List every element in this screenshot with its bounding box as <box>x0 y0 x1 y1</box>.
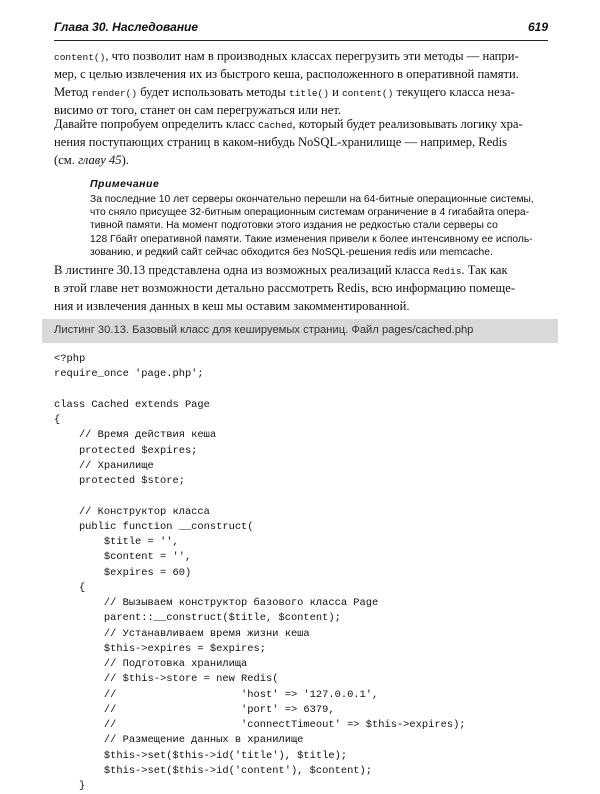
code-line: public function __construct( <box>54 520 254 533</box>
code-line: // Подготовка хранилища <box>54 658 248 670</box>
note-line: что сняло присущее 32-битным операционным системам ограничение в 4 гигабайта опера- <box>90 207 530 219</box>
paragraph-3 <box>54 262 548 315</box>
code-line: $title = '', <box>54 536 179 548</box>
paragraph-1 <box>54 48 548 119</box>
code-line <box>54 383 548 398</box>
text: и <box>328 84 342 99</box>
code-line: $content = '', <box>54 551 192 564</box>
paragraph-1-line-3 <box>54 84 548 102</box>
text: текущего класса неза- <box>393 84 515 99</box>
code-line: <?php <box>54 353 86 365</box>
code-line: $this->expires = $expires; <box>54 642 267 655</box>
paragraph-1-line-2: мер, с целью извлечения их из быстрого кеша, расположенного в оперативной памяти. <box>54 67 519 82</box>
text: , что позволит нам в производных классах перегрузить эти методы — напри- <box>105 49 519 63</box>
inline-code: content() <box>341 87 394 99</box>
code-line: // 'connectTimeout' => $this->expires); <box>54 719 466 731</box>
paragraph-1-line-4: висимо от того, станет он сам перегружаться или нет. <box>54 102 342 117</box>
code-line: $this->set($this->id('content'), $content); <box>54 764 373 777</box>
text: будет использовать методы <box>137 84 290 99</box>
text: В листинге 30.13 представлена одна из возможных реализаций класса <box>54 263 433 277</box>
paragraph-2-line-2: нения поступающих страниц в каком-нибудь NoSQL-хранилище — например, Redis <box>54 135 507 150</box>
code-line: protected $store; <box>54 475 185 487</box>
paragraph-3-line-3: ния и извлечения данных в кеш мы оставим закомментированной. <box>54 298 410 313</box>
inline-code: content() <box>54 52 106 63</box>
code-line: { <box>54 414 61 426</box>
inline-code: title() <box>289 87 329 99</box>
code-line: { <box>54 581 86 594</box>
note-line: зованию, и редкий сайт сейчас обходится без NoSQL-решения redis или memcache. <box>90 246 493 258</box>
text: (см. <box>54 152 79 167</box>
code-line: $expires = 60) <box>54 566 192 579</box>
code-line: // Вызываем конструктор базового класса Page <box>54 597 379 609</box>
code-line: } <box>54 780 86 792</box>
text: Метод <box>54 84 92 99</box>
note-line: 128 Гбайт оперативной памяти. Такие изменения привели к более интенсивному ее исполь- <box>90 233 533 245</box>
listing-caption: Листинг 30.13. Базовый класс для кешируемых страниц. Файл pages/cached.php <box>54 324 474 336</box>
paragraph-1-line-1 <box>54 48 548 66</box>
note-heading: Примечание <box>90 178 160 190</box>
code-line: // Устанавливаем время жизни кеша <box>54 627 310 640</box>
text: , который будет реализовывать логику хра- <box>292 117 523 131</box>
paragraph-2-line-3 <box>54 152 548 169</box>
code-line: // $this->store = new Redis( <box>54 673 279 686</box>
code-line: protected $expires; <box>54 444 198 457</box>
note-line: За последние 10 лет серверы окончательно перешли на 64-битные операционные системы, <box>90 194 534 205</box>
paragraph-3-line-1 <box>54 262 548 280</box>
code-line: require_once 'page.php'; <box>54 368 204 381</box>
chapter-reference: главу 45 <box>78 152 122 167</box>
inline-code: render() <box>91 87 138 99</box>
running-header <box>54 20 548 41</box>
note-body <box>90 193 548 259</box>
listing-caption-bar <box>42 319 558 343</box>
text: . Так как <box>461 263 508 277</box>
paragraph-2 <box>54 116 548 169</box>
code-line <box>54 489 548 504</box>
code-listing <box>54 352 548 794</box>
code-line: // 'port' => 6379, <box>54 703 335 716</box>
code-line: // Размещение данных в хранилище <box>54 734 304 747</box>
inline-code: Cached <box>258 120 293 131</box>
page-number: 619 <box>527 20 548 34</box>
chapter-title: Глава 30. Наследование <box>54 20 199 34</box>
paragraph-3-line-2: в этой главе нет возможности детально рассмотреть Redis, всю информацию помеще- <box>54 281 516 296</box>
code-line: // Время действия кеша <box>54 429 217 442</box>
code-line: class Cached extends Page <box>54 398 210 411</box>
code-line: // 'host' => '127.0.0.1', <box>54 688 379 701</box>
text: Давайте попробуем определить класс <box>54 117 259 131</box>
paragraph-2-line-1 <box>54 116 548 134</box>
inline-code: Redis <box>432 266 462 277</box>
code-line: // Конструктор класса <box>54 505 210 518</box>
text: ). <box>121 152 129 167</box>
code-line: // Хранилище <box>54 459 154 472</box>
code-line: $this->set($this->id('title'), $title); <box>54 749 348 762</box>
note-line: тивной памяти. На момент подготовки этого издания не редкостью стали серверы со <box>90 220 498 232</box>
code-line: parent::__construct($title, $content); <box>54 612 341 625</box>
